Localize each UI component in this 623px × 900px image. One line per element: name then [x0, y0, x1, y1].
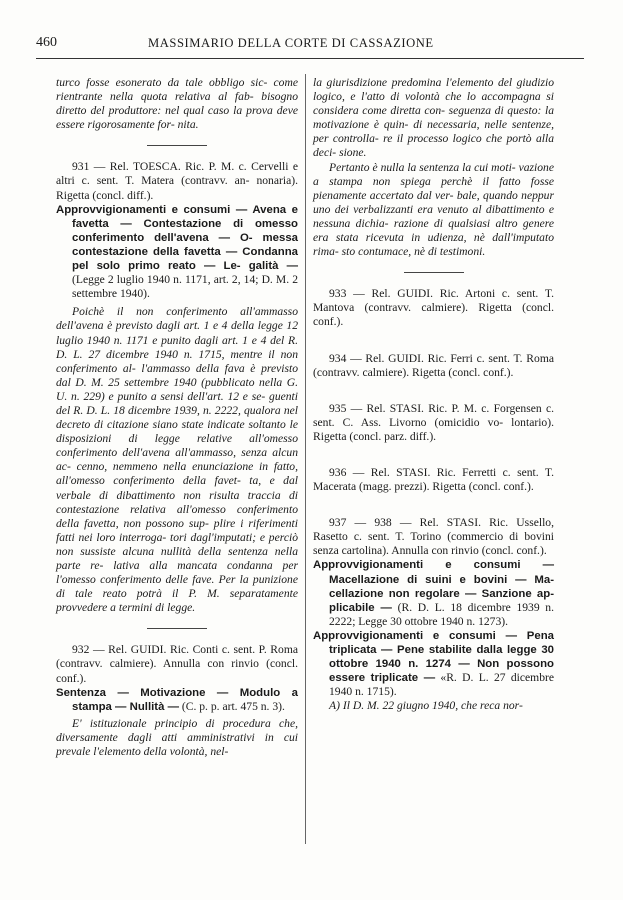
running-title: MASSIMARIO DELLA CORTE DI CASSAZIONE: [148, 36, 434, 50]
page-header: [36, 35, 584, 53]
separator: [404, 272, 464, 273]
entry-933-reference: 933 — Rel. GUIDI. Ric. Artoni c. sent. T. Mantova (contravv. calmiere). Rigetta (concl. conf.).: [313, 287, 554, 329]
left-column: [56, 76, 298, 759]
entry-937-heading-2: [313, 629, 554, 699]
entry-931-law-refs: (Legge 2 luglio 1940 n. 1171, art. 2, 14; D. M. 2 settembre 1940).: [72, 273, 298, 301]
entry-937-maxim: A) Il D. M. 22 giugno 1940, che reca nor-: [329, 699, 523, 713]
separator: [147, 145, 207, 146]
right-column: [313, 76, 554, 713]
entry-937-reference: 937 — 938 — Rel. STASI. Ric. Ussello, Rasetto c. sent. T. Torino (commercio di bovini senza cartolina). Annulla con rinvio (concl. conf.).: [313, 516, 554, 558]
entry-931-subject: Approvvigionamenti e consumi — Avena e favetta — Contestazione di omesso conferimento dell'avena — O- messa contestazione della favetta — Condanna pel solo primo reato — Le- galità —: [56, 203, 298, 273]
continued-maxim-2: Pertanto è nulla la sentenza la cui moti- vazione a stampa non spiega perchè il fatto fosse pienamente accertato dal ver- bale, quando neppur uno dei verbalizzanti era venuto al dibattimento e nessuna dichia- razione di qualsiasi altro genere era stata ricevuta in udienza, nè dall'imputato rima- sto contumace, nè di testimoni.: [313, 160, 554, 259]
entry-932-reference: 932 — Rel. GUIDI. Ric. Conti c. sent. P. Roma (contravv. calmiere). Annulla con rinvio (concl. conf.).: [56, 643, 298, 685]
entry-931-maxim: Poichè il non conferimento all'ammasso dell'avena è previsto dagli art. 1 e 4 della legge 12 luglio 1940 n. 1171 e punito dagli art. 1 e 4 del R. D. L. 27 dicembre 1940 n. 1715, mentre il non conferimento al- l'ammasso della fava è previsto dal D. M. 25 settembre 1940 (pubblicato nella G. U. n. 229) e punito a sensi dell'art. 12 e se- guenti del R. D. L. 18 dicembre 1939, n. 2222, qualora nel decreto di citazione siano state indicate soltanto le disposizioni di legge relative all'omesso conferimento dell'avena all'ammasso, senza alcun ac- cenno, nemmeno nella enunciazione in fatto, all'omesso conferimento della favet- ta, e dal verbale di dibattimento non risulta traccia di contestazione relativa all'omesso conferimento della favetta, non possono sup- plire i riferimenti fatti nei loro interroga- tori dagl'imputati; e perciò non sussiste alcuna nullità della sentenza nella parte re- lativa alla mancata condanna per l'omesso conferimento delle fave. Per la punizione di tale reato potrà il P. M. separatamente provvedere a termini di legge.: [56, 305, 298, 615]
entry-936-reference: 936 — Rel. STASI. Ric. Ferretti c. sent. T. Macerata (magg. prezzi). Rigetta (concl. conf.).: [313, 465, 554, 494]
entry-934-reference: 934 — Rel. GUIDI. Ric. Ferri c. sent. T. Roma (contravv. calmiere). Rigetta (concl. conf.).: [313, 351, 554, 379]
entry-932-law-refs: (C. p. p. art. 475 n. 3).: [178, 699, 285, 713]
entry-937-subject-2: Approvvigionamenti e consumi — Pena triplicata — Pene stabilite dalla legge 30 ottobre 1940 n. 1274 — Non possono essere triplicate —: [313, 629, 554, 685]
page-number: 460: [36, 35, 57, 50]
entry-935-reference: 935 — Rel. STASI. Ric. P. M. c. Forgensen c. sent. C. Ass. Livorno (omicidio vo- lontario). Rigetta (concl. parz. diff.).: [313, 401, 554, 443]
continued-maxim: turco fosse esonerato da tale obbligo sic- come rientrante nella quota relativa al fab- bisogno diretto del produttore: nel qual caso la prova deve essere rigorosamente for- nita.: [56, 76, 298, 132]
column-divider: [305, 74, 306, 844]
entry-932-subject: Sentenza — Motivazione — Modulo a stampa — Nullità —: [56, 686, 298, 713]
separator: [147, 628, 207, 629]
entry-932-heading: [56, 686, 298, 714]
entry-937-law-refs-1: (R. D. L. 18 dicembre 1939 n. 2222; Legge 30 ottobre 1940 n. 1273).: [329, 600, 555, 628]
entry-937-subject-1: Approvvigionamenti e consumi — Macellazione di suini e bovini — Ma- cellazione non regolare — Sanzione ap- plicabile —: [313, 559, 554, 614]
entry-932-maxim: E' istituzionale principio di procedura che, diversamente dagli atti amministrativi in cui prevale l'elemento della volontà, nel-: [56, 716, 298, 759]
entry-931-heading: [56, 203, 298, 302]
entry-937-law-refs-2: «R. D. L. 27 dicembre 1940 n. 1715).: [329, 671, 554, 699]
entry-931-reference: 931 — Rel. TOESCA. Ric. P. M. c. Cervelli e altri c. sent. T. Matera (contravv. an- nonaria). Rigetta (concl. diff.).: [56, 160, 298, 202]
header-rule: [36, 58, 584, 59]
entry-937-heading-1: [313, 558, 554, 628]
continued-maxim: la giurisdizione predomina l'elemento del giudizio logico, e l'atto di volontà che lo accompagna si considera come diretta con- seguenza di questo: la motivazione è quin- di necessaria, nelle sentenze, per controlla- re il processo logico che portò alla deci- sione.: [313, 76, 554, 160]
